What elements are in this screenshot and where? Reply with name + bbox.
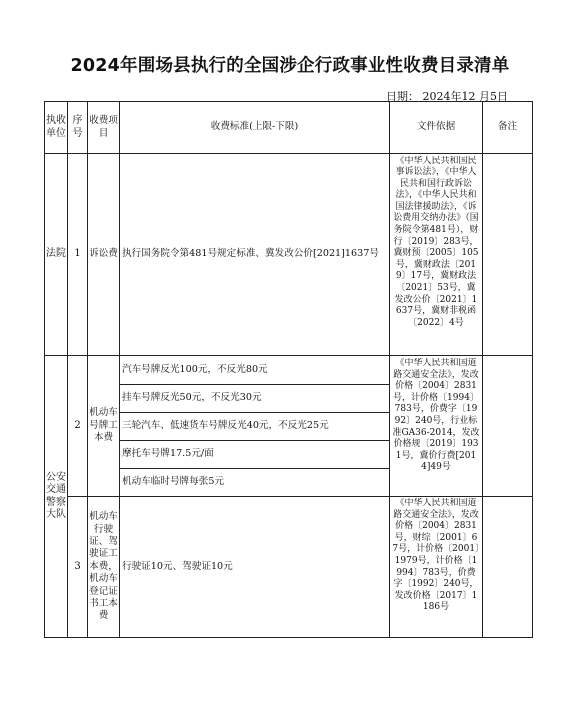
standard-cell: 执行国务院令第481号规定标准、冀发改公价[2021]1637号 bbox=[120, 154, 390, 356]
basis-text: 《中华人民共和国道路交通安全法》，发改价格〔2004〕2831号，计价格〔1994〕783号，价费字〔1992〕240号，行业标准GA36-2014，发改价格规〔2019〕1931号，冀价行费[2014]49号 bbox=[392, 358, 480, 473]
standard-cell: 三轮汽车、低速货车号牌反光40元，不反光25元 bbox=[120, 413, 390, 441]
fee-table bbox=[44, 101, 533, 638]
index-cell: 2 bbox=[68, 356, 88, 497]
standard-cell: 摩托车号牌17.5元/面 bbox=[120, 441, 390, 469]
item-cell: 机动车行驶证、驾驶证工本费，机动车登记证书工本费 bbox=[88, 497, 120, 638]
basis-cell bbox=[390, 497, 483, 638]
standard-cell: 行驶证10元、驾驶证10元 bbox=[120, 497, 390, 638]
header-unit: 执收单位 bbox=[45, 102, 68, 154]
remark-cell bbox=[483, 154, 533, 356]
standard-cell: 汽车号牌反光100元，不反光80元 bbox=[120, 356, 390, 385]
remark-cell bbox=[483, 356, 533, 497]
standard-cell: 挂车号牌反光50元，不反光30元 bbox=[120, 385, 390, 413]
item-cell: 诉讼费 bbox=[88, 154, 120, 356]
header-remark: 备注 bbox=[483, 102, 533, 154]
table-header-row bbox=[45, 102, 533, 154]
header-item: 收费项目 bbox=[88, 102, 120, 154]
unit-cell: 法院 bbox=[45, 154, 68, 356]
table-row bbox=[45, 154, 533, 356]
table-row bbox=[45, 497, 533, 638]
standard-cell: 机动车临时号牌每张5元 bbox=[120, 469, 390, 497]
basis-cell bbox=[390, 154, 483, 356]
header-standard: 收费标准(上限-下限) bbox=[120, 102, 390, 154]
unit-cell: 公安交通警察大队 bbox=[45, 356, 68, 638]
item-cell: 机动车号牌工本费 bbox=[88, 356, 120, 497]
table-row bbox=[45, 356, 533, 385]
index-cell: 1 bbox=[68, 154, 88, 356]
remark-cell bbox=[483, 497, 533, 638]
index-cell: 3 bbox=[68, 497, 88, 638]
basis-cell bbox=[390, 356, 483, 497]
page-title: 2024年围场县执行的全国涉企行政事业性收费目录清单 bbox=[70, 56, 510, 76]
basis-text: 《中华人民共和国民事诉讼法》，《中华人民共和国行政诉讼法》，《中华人民共和国法律援助法》，《诉讼费用交纳办法》（国务院令第481号），财行〔2019〕283号，冀财预〔2005〕105号，冀财政法〔2019〕17号，冀财政法〔2021〕53号，冀发改公价〔2021〕1637号，冀财非税函〔2022〕4号 bbox=[393, 155, 479, 328]
header-basis: 文件依据 bbox=[390, 102, 483, 154]
header-index: 序号 bbox=[68, 102, 88, 154]
basis-text: 《中华人民共和国道路交通安全法》，发改价格〔2004〕2831号，财综〔2001〕67号，计价格〔2001〕1979号，计价格〔1994〕783号，价费字〔1992〕240号，发改价格〔2017〕1186号 bbox=[392, 498, 480, 613]
date-label: 日期： 2024年12 月5日 bbox=[386, 90, 508, 103]
